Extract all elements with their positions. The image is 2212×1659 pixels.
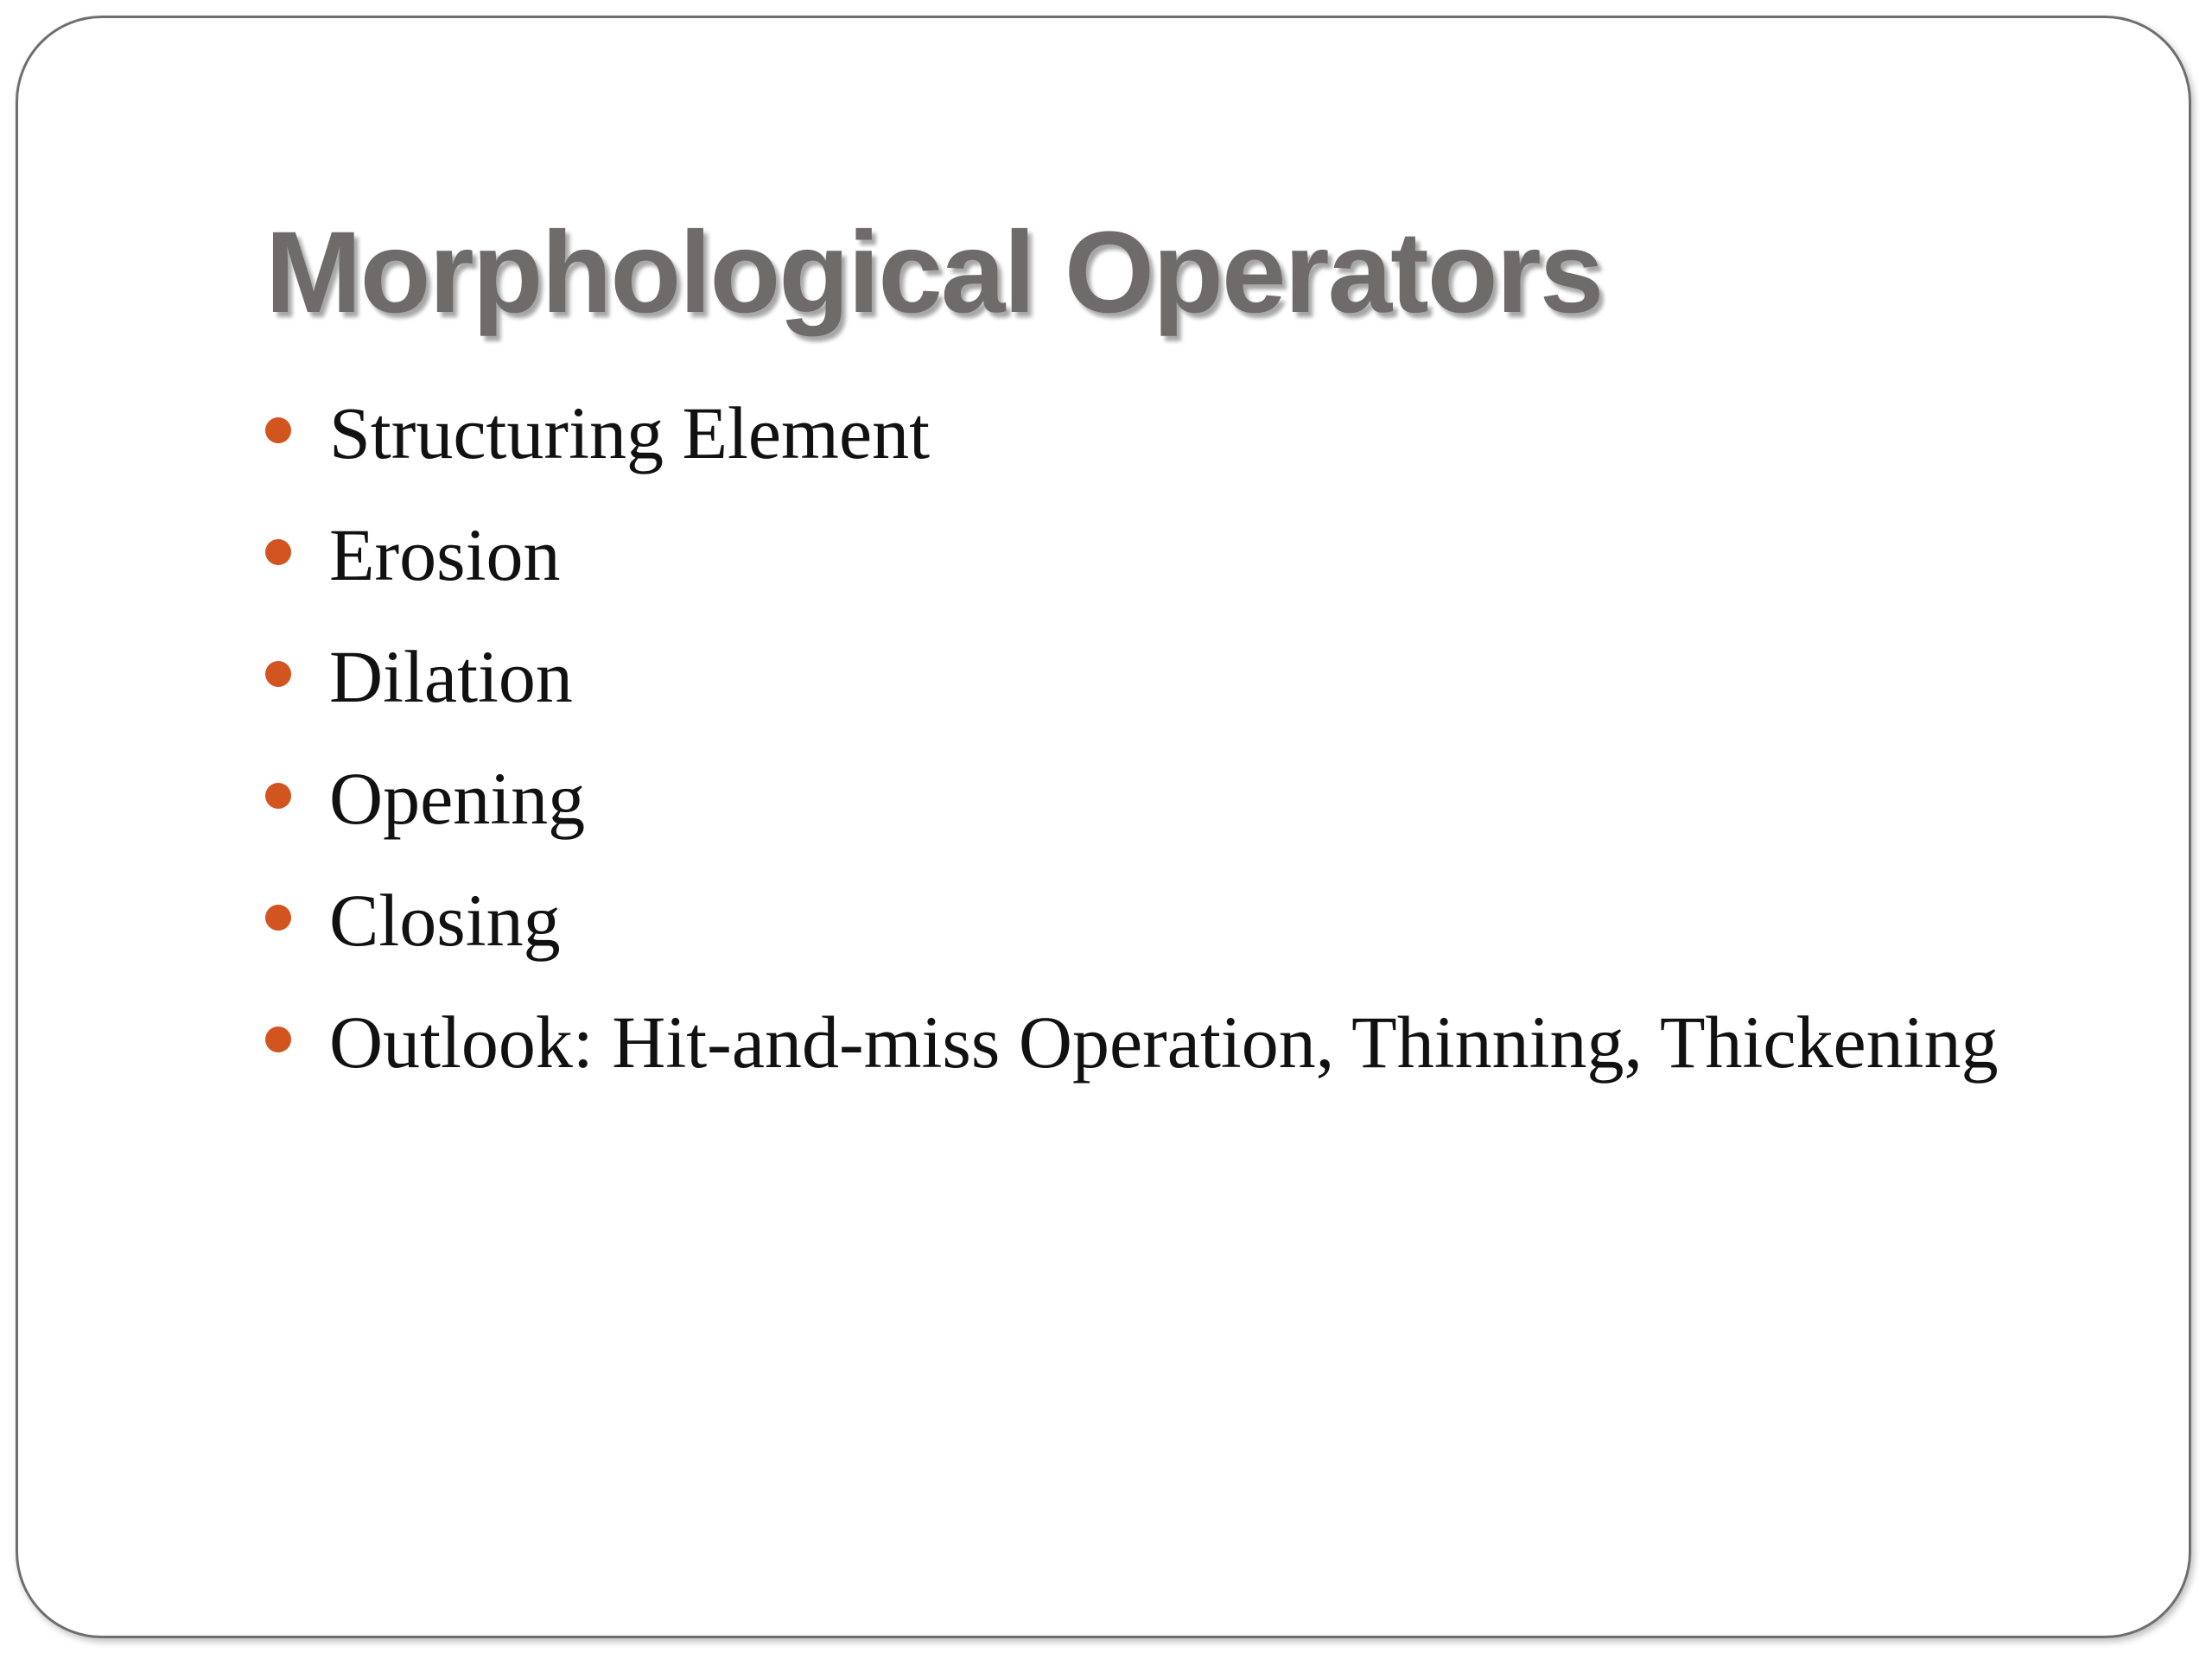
bullet-text: Closing [329,879,561,962]
bullet-text: Outlook: Hit-and-miss Operation, Thinning, Thickening [329,1001,1999,1084]
list-item [265,494,1999,616]
list-item [265,738,1999,860]
bullet-dot-icon [265,661,291,687]
bullet-text: Structuring Element [329,391,931,474]
bullet-dot-icon [265,905,291,931]
bullet-list [265,372,1999,1103]
bullet-dot-icon [265,1027,291,1052]
slide-frame [16,16,2191,1638]
list-item [265,616,1999,738]
list-item [265,982,1999,1103]
list-item [265,860,1999,982]
bullet-text: Dilation [329,635,573,718]
list-item [265,372,1999,494]
bullet-dot-icon [265,539,291,565]
bullet-text: Opening [329,757,586,840]
bullet-dot-icon [265,783,291,809]
slide-title: Morphological Operators [265,208,1603,337]
bullet-text: Erosion [329,513,561,596]
bullet-dot-icon [265,417,291,443]
